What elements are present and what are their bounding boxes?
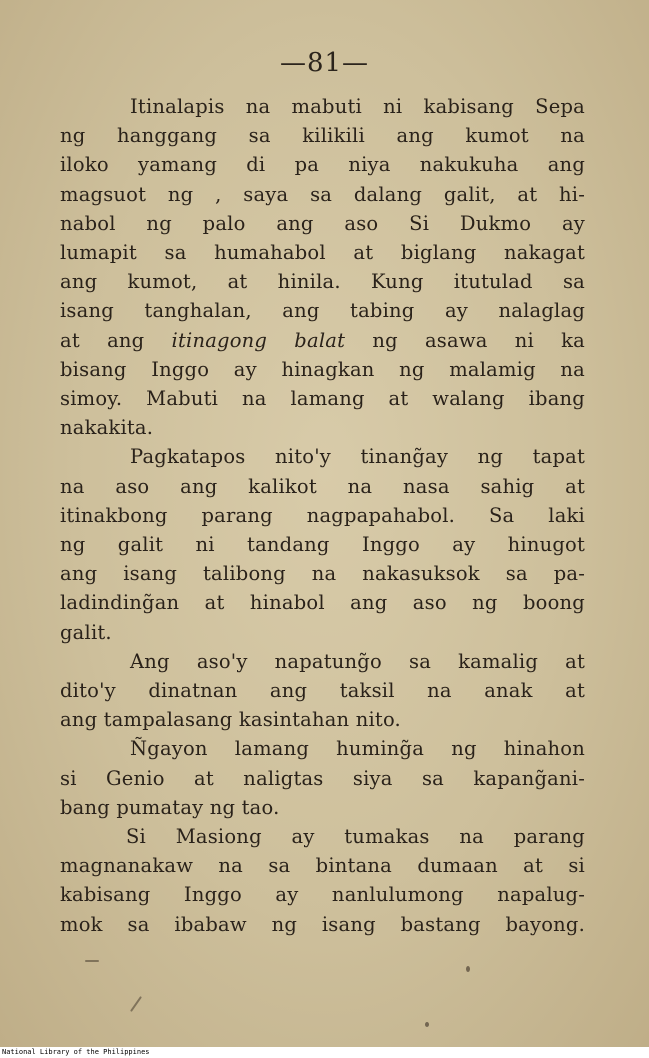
text-line: isang tanghalan, ang tabing ay nalaglag: [60, 299, 585, 323]
paper-speck: [425, 1022, 429, 1027]
text-line: si Genio at naligtas siya sa kapang̃ani-: [60, 766, 585, 790]
paragraph-4: [60, 734, 585, 822]
page-number: —81—: [279, 48, 370, 78]
text-line: kabisang Inggo ay nanlulumong napalug-: [60, 883, 585, 907]
text-line: Si Masiong ay tumakas na parang: [126, 825, 585, 849]
text-line: Itinalapis na mabuti ni kabisang Sepa: [130, 95, 585, 118]
footer-bar: [0, 1047, 649, 1058]
text-line: Ang aso'y napatung̃o sa kamalig at: [130, 649, 585, 673]
paragraph-5: [60, 822, 585, 939]
text-line-with-italic: at ang itinagong balat ng asawa ni ka: [60, 328, 585, 352]
paper-speck: [466, 966, 470, 972]
paper-speck: [130, 996, 142, 1012]
text-line: lumapit sa humahabol at biglang nakagat: [60, 241, 585, 265]
text-line: ang kumot, at hinila. Kung itutulad sa: [60, 270, 585, 294]
text-line: bisang Inggo ay hinagkan ng malamig na: [60, 357, 585, 381]
paragraph-2: [60, 442, 585, 646]
text-line: Pagkatapos nito'y tinang̃ay ng tapat: [130, 445, 585, 469]
library-credit: National Library of the Philippines: [2, 1048, 150, 1056]
text-line: iloko yamang di pa niya nakukuha ang: [60, 153, 585, 177]
text-line: nabol ng palo ang aso Si Dukmo ay: [60, 211, 585, 235]
text-line: ang tampalasang kasintahan nito.: [60, 708, 401, 732]
paper-speck: [85, 960, 99, 962]
paragraph-3: [60, 647, 585, 735]
text-line: magnanakaw na sa bintana dumaan at si: [60, 854, 585, 878]
text-line: na aso ang kalikot na nasa sahig at: [60, 474, 585, 498]
body-text: [60, 92, 585, 939]
text-line: Ñgayon lamang huming̃a ng hinahon: [130, 737, 585, 761]
text-line: ladinding̃an at hinabol ang aso ng boong: [60, 591, 585, 615]
text-line: mok sa ibabaw ng isang bastang bayong.: [60, 912, 585, 936]
text-line: ng hanggang sa kilikili ang kumot na: [60, 124, 585, 148]
text-line: ng galit ni tandang Inggo ay hinugot: [60, 533, 585, 557]
text-line: dito'y dinatnan ang taksil na anak at: [60, 679, 585, 703]
text-line: bang pumatay ng tao.: [60, 795, 280, 819]
text-line: magsuot ng , saya sa dalang galit, at hi-: [60, 182, 585, 206]
paragraph-1: [60, 92, 585, 442]
text-line: galit.: [60, 620, 112, 644]
text-line: simoy. Mabuti na lamang at walang ibang: [60, 387, 585, 411]
text-line: nakakita.: [60, 416, 154, 440]
italic-phrase: itinagong balat: [171, 328, 346, 352]
text-line: ang isang talibong na nakasuksok sa pa-: [60, 562, 585, 586]
text-line: itinakbong parang nagpapahabol. Sa laki: [60, 503, 585, 527]
